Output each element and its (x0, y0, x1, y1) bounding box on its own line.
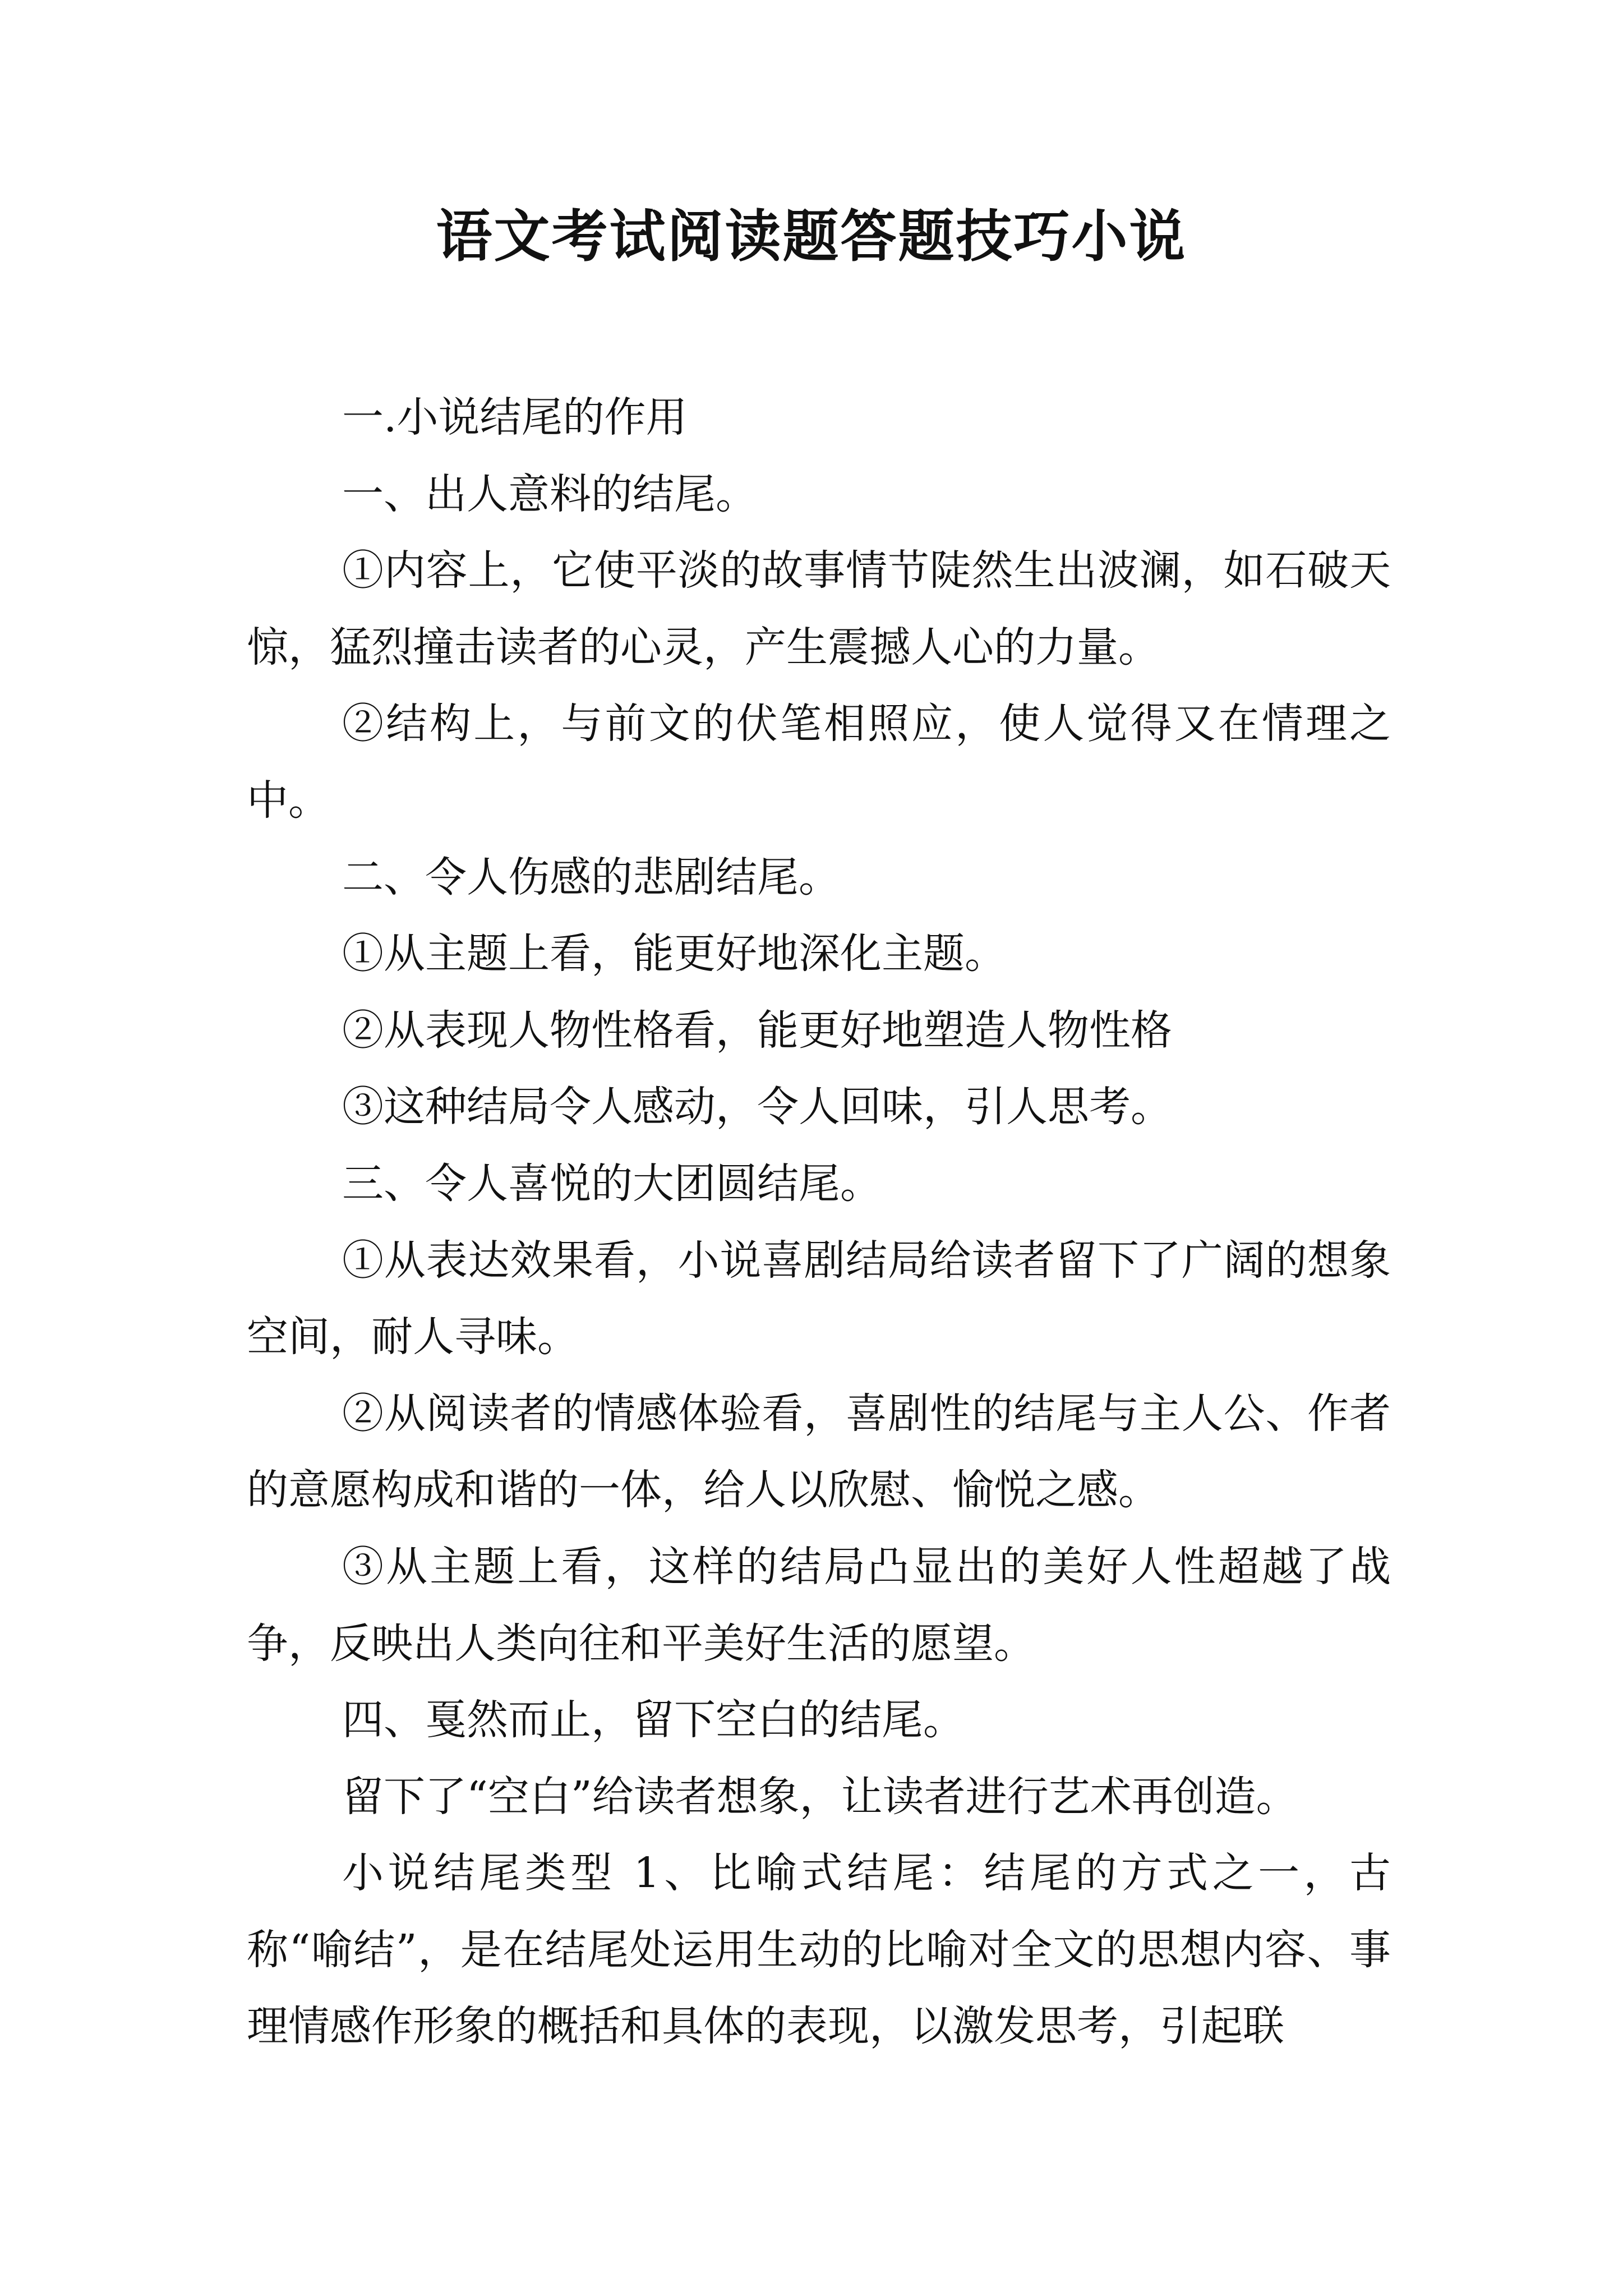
paragraph: ②从表现人物性格看，能更好地塑造人物性格 (342, 1006, 1172, 1055)
subsection-heading: 一、出人意料的结尾。 (342, 470, 757, 518)
document-body (247, 379, 1391, 2065)
subsection-heading: 二、令人伤感的悲剧结尾。 (342, 853, 840, 901)
paragraph: ①从主题上看，能更好地深化主题。 (342, 930, 1006, 978)
paragraph: ③这种结局令人感动，令人回味，引人思考。 (342, 1083, 1172, 1131)
paragraph: ②从阅读者的情感体验看，喜剧性的结尾与主人公、作者的意愿构成和谐的一体，给人以欣慰、愉悦之感。 (247, 1389, 1391, 1515)
paragraph: ③从主题上看，这样的结局凸显出的美好人性超越了战争，反映出人类向往和平美好生活的愿望。 (247, 1542, 1391, 1668)
paragraph: 小说结尾类型 1、比喻式结尾：结尾的方式之一，古称“喻结”，是在结尾处运用生动的比喻对全文的思想内容、事理情感作形象的概括和具体的表现，以激发思考，引起联 (247, 1849, 1391, 2051)
subsection-heading: 三、令人喜悦的大团圆结尾。 (342, 1159, 882, 1208)
paragraph: 留下了“空白”给读者想象，让读者进行艺术再创造。 (342, 1772, 1298, 1821)
document-title: 语文考试阅读题答题技巧小说 (436, 204, 1187, 269)
paragraph: ②结构上，与前文的伏笔相照应，使人觉得又在情理之中。 (247, 700, 1391, 825)
section-heading: 一.小说结尾的作用 (342, 393, 688, 441)
paragraph: ①从表达效果看，小说喜剧结局给读者留下了广阔的想象空间，耐人寻味。 (247, 1236, 1391, 1361)
subsection-heading: 四、戛然而止，留下空白的结尾。 (342, 1696, 965, 1745)
paragraph: ①内容上，它使平淡的故事情节陡然生出波澜，如石破天惊，猛烈撞击读者的心灵，产生震撼人心的力量。 (247, 546, 1391, 671)
